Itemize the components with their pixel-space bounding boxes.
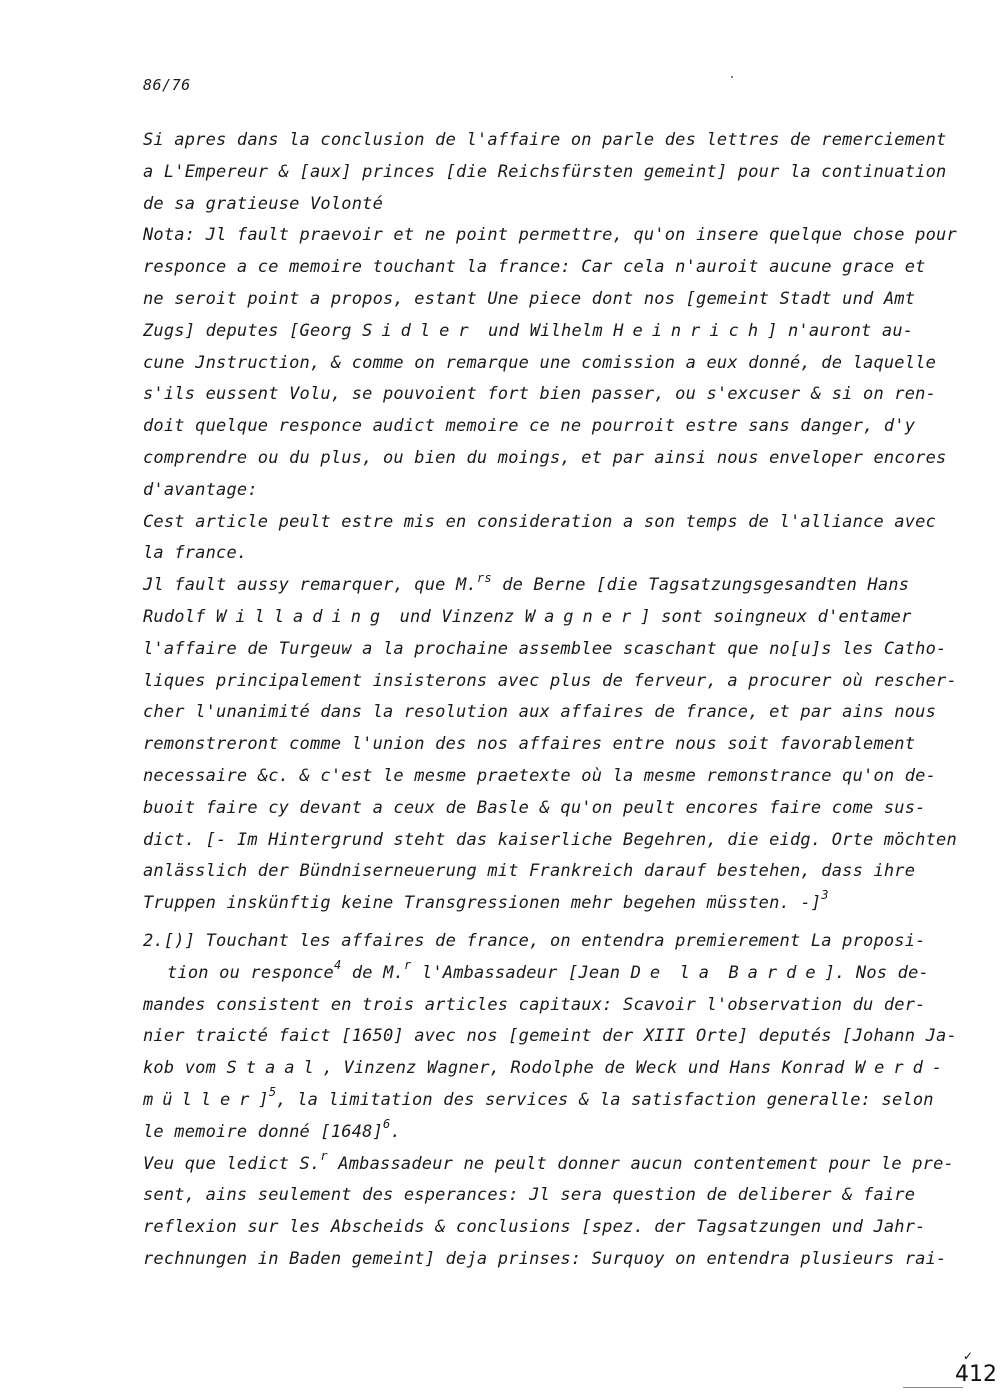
text-segment — [718, 963, 728, 983]
spaced-name: la — [679, 962, 718, 983]
text-line — [143, 379, 937, 411]
text-line — [143, 729, 933, 761]
text-line — [143, 284, 933, 316]
spaced-name: Staal — [226, 1058, 323, 1079]
footnote-marker: rs — [476, 570, 492, 585]
text-segment — [669, 963, 679, 983]
text-segment: kob vom — [143, 1058, 227, 1079]
text-segment: 2.[)] Touchant les affaires de france, on entendra premierement La proposi- — [143, 930, 926, 951]
text-line — [143, 348, 937, 380]
text-line — [143, 1117, 933, 1149]
text-line — [143, 825, 957, 857]
footer-rule — [903, 1387, 963, 1388]
text-line — [143, 602, 933, 634]
text-line — [143, 189, 933, 221]
text-segment: comprendre ou du plus, ou bien du moings, et par ainsi nous enveloper encores — [143, 447, 947, 468]
text-line — [143, 220, 957, 252]
text-line — [143, 990, 933, 1022]
text-line — [143, 1244, 947, 1276]
text-segment: reflexion sur les Abscheids & conclusions [spez. der Tagsatzungen und Jahr- — [143, 1217, 926, 1238]
text-segment: buoit faire cy devant a ceux de Basle & qu'on peult encores faire come sus- — [143, 797, 926, 818]
text-line — [143, 856, 933, 888]
text-line — [143, 507, 937, 539]
text-segment: la france. — [143, 543, 248, 564]
spaced-name: Sidler — [362, 320, 478, 341]
text-segment: ne seroit point a propos, estant Une piece dont nos [gemeint Stadt und Amt — [143, 288, 916, 309]
text-line — [143, 888, 933, 920]
text-segment: mandes consistent en trois articles capitaux: Scavoir l'observation du der- — [143, 994, 926, 1015]
text-segment: de M. — [341, 962, 405, 983]
spaced-name: Werd- — [854, 1058, 952, 1079]
folio-number: 412 — [955, 1362, 997, 1387]
text-line — [143, 443, 947, 475]
text-line — [143, 411, 933, 443]
text-segment: cune Jnstruction, & comme on remarque une comission a eux donné, de laquelle — [143, 352, 937, 373]
footnote-marker: 6 — [383, 1117, 391, 1132]
text-segment: , Vinzenz Wagner, Rodolphe de Weck und Hans Konrad — [322, 1058, 855, 1079]
text-segment: Cest article peult estre mis en consideration a son temps de l'alliance avec — [143, 511, 937, 532]
text-segment: nier traicté faict [1650] avec nos [gemeint der XIII Orte] deputés [Johann Ja- — [143, 1026, 957, 1047]
text-segment: liques principalement insisterons avec plus de ferveur, a procurer où rescher- — [143, 670, 957, 691]
text-segment: und Wilhelm — [477, 320, 614, 341]
footnote-marker: 5 — [268, 1085, 277, 1100]
text-line — [143, 634, 947, 666]
text-line — [143, 570, 933, 602]
folio-check-mark: ✓ — [963, 1349, 974, 1363]
text-line — [143, 793, 933, 825]
spaced-name: De — [630, 962, 670, 983]
text-segment: ] n'auront au- — [767, 320, 914, 341]
text-line — [143, 1148, 954, 1181]
text-segment: Zugs] deputes [Georg — [143, 320, 363, 341]
document-body — [143, 125, 957, 1276]
text-segment: Jl fault aussy remarquer, que M. — [143, 575, 477, 596]
text-line — [143, 1053, 952, 1085]
text-line — [143, 1085, 933, 1117]
text-line — [143, 666, 957, 698]
text-segment: ] — [258, 1089, 269, 1110]
text-segment: , la limitation des services & la satisfaction generalle: selon — [276, 1089, 934, 1110]
text-segment: d'avantage: — [143, 479, 258, 500]
text-segment: a L'Empereur & [aux] princes [die Reichsfürsten gemeint] pour la continuation — [143, 161, 947, 182]
footnote-marker: 3 — [821, 888, 829, 903]
text-segment: l'Ambassadeur [Jean — [411, 962, 631, 983]
spaced-name: Heinrich — [613, 320, 768, 341]
text-line — [143, 926, 933, 958]
footnote-marker: 4 — [333, 958, 342, 973]
text-line — [143, 1180, 933, 1212]
text-segment: de sa gratieuse Volonté — [143, 193, 384, 214]
text-segment: s'ils eussent Volu, se pouvoient fort bien passer, ou s'excuser & si on ren- — [143, 384, 937, 405]
spaced-name: Wagner — [524, 606, 641, 627]
text-line — [143, 475, 933, 507]
text-line — [143, 958, 933, 990]
text-segment: cher l'unanimité dans la resolution aux affaires de france, et par ains nous — [143, 702, 937, 723]
text-segment: rechnungen in Baden gemeint] deja prinses: Surquoy on entendra plusieurs rai- — [143, 1248, 947, 1269]
text-segment: . — [390, 1121, 401, 1142]
text-segment: de Berne [die Tagsatzungsgesandten Hans — [491, 575, 910, 596]
text-segment: l'affaire de Turgeuw a la prochaine assemblee scaschant que no[u]s les Catho- — [143, 638, 947, 659]
text-segment: necessaire &c. & c'est le mesme praetexte où la mesme remonstrance qu'on de- — [143, 765, 937, 786]
text-segment: remonstreront comme l'union des nos affaires entre nous soit favorablement — [143, 734, 916, 755]
text-line — [143, 125, 947, 157]
spaced-name: Willading — [216, 606, 390, 627]
text-segment: ]. Nos de- — [824, 962, 929, 983]
spaced-name: müller — [143, 1089, 259, 1110]
text-segment: ] sont soingneux d'entamer — [640, 606, 912, 627]
text-segment: dict. [- Im Hintergrund steht das kaiserliche Begehren, die eidg. Orte möchten — [143, 829, 957, 850]
text-line — [143, 157, 947, 189]
text-segment: anlässlich der Bündniserneuerung mit Frankreich darauf bestehen, dass ihre — [143, 861, 916, 882]
text-segment: responce a ce memoire touchant la france: Car cela n'auroit aucune grace et — [143, 257, 926, 278]
page-reference: 86/76 — [143, 76, 191, 94]
paper-speck — [731, 76, 733, 78]
text-segment: Nota: Jl fault praevoir et ne point permettre, qu'on insere quelque chose pour — [143, 225, 957, 246]
text-line — [143, 538, 933, 570]
text-segment: und Vinzenz — [389, 606, 525, 627]
spaced-name: Barde — [728, 962, 825, 983]
text-line — [143, 252, 933, 284]
text-segment: Ambassadeur ne peult donner aucun contentement pour le pre- — [327, 1153, 954, 1174]
text-line — [143, 697, 937, 729]
text-segment: Veu que ledict S. — [143, 1153, 321, 1174]
text-segment: Si apres dans la conclusion de l'affaire on parle des lettres de remerciement — [143, 130, 947, 150]
text-line — [143, 316, 933, 348]
text-segment: tion ou responce — [167, 962, 334, 983]
text-line — [143, 761, 937, 793]
text-segment: le memoire donné [1648] — [143, 1121, 384, 1142]
text-line — [143, 1021, 957, 1053]
text-segment: Truppen inskünftig keine Transgressionen mehr begehen müssten. -] — [143, 893, 822, 914]
text-line — [143, 1212, 933, 1244]
text-segment: Rudolf — [143, 606, 217, 627]
text-segment: sent, ains seulement des esperances: Jl sera question de deliberer & faire — [143, 1185, 916, 1206]
text-segment: doit quelque responce audict memoire ce ne pourroit estre sans danger, d'y — [143, 416, 916, 437]
footnote-marker: r — [320, 1148, 328, 1163]
footnote-marker: r — [404, 958, 412, 973]
